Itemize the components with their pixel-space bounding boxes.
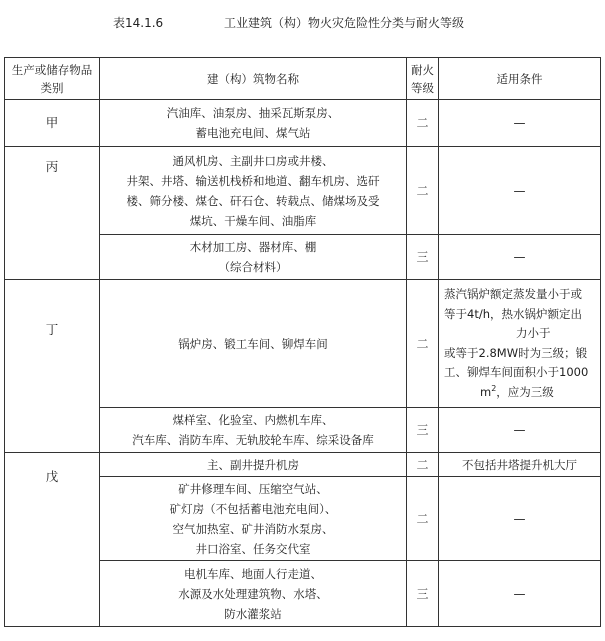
table-number: 表14.1.6 [113,16,164,30]
condition-area-line: $m^2$，应为三级 [480,383,554,399]
condition-cell: — [439,561,601,627]
buildings-cell: 汽油库、油泵房、抽采瓦斯泵房、 蓄电池充电间、煤气站 [100,100,407,147]
table-row [5,280,601,408]
grade-cell: 三 [407,408,439,453]
buildings-cell: 锅炉房、锻工车间、铆焊车间 [100,280,407,408]
condition-cell: — [439,408,601,453]
fire-classification-table [4,57,601,627]
condition-cell: — [439,100,601,147]
category-cell: 甲 [5,100,100,147]
condition-cell: — [439,235,601,280]
buildings-cell: 木材加工房、器材库、棚 （综合材料） [100,235,407,280]
table-row [5,147,601,235]
table-row [5,453,601,477]
buildings-cell: 矿井修理车间、压缩空气站、 矿灯房（不包括蓄电池充电间）、 空气加热室、矿井消防水泵房、 井口浴室、任务交代室 [100,477,407,561]
table-header-row [5,58,601,100]
header-grade: 耐火 等级 [407,58,439,100]
condition-cell: 不包括井塔提升机大厅 [439,453,601,477]
condition-cell: — [439,147,601,235]
buildings-cell: 通风机房、主副井口房或井楼、 井架、井塔、输送机栈桥和地道、翻车机房、选矸 楼、筛分楼、煤仓、矸石仓、转载点、储煤场及受 煤坑、干燥车间、油脂库 [100,147,407,235]
grade-cell: 三 [407,561,439,627]
category-cell: 丙 [5,147,100,280]
grade-cell: 三 [407,235,439,280]
condition-cell: — [439,477,601,561]
buildings-cell: 主、副井提升机房 [100,453,407,477]
grade-cell: 二 [407,147,439,235]
category-cell: 丁 [5,280,100,453]
buildings-cell: 煤样室、化验室、内燃机车库、 汽车库、消防车库、无轨胶轮车库、综采设备库 [100,408,407,453]
table-title: 工业建筑（构）物火灾危险性分类与耐火等级 [224,16,465,30]
header-category: 生产或储存物品 类别 [5,58,100,100]
buildings-cell: 电机车库、地面人行走道、 水源及水处理建筑物、水塔、 防水灌浆站 [100,561,407,627]
header-buildings: 建（构）筑物名称 [100,58,407,100]
category-cell: 戊 [5,453,100,627]
grade-cell: 二 [407,100,439,147]
grade-cell: 二 [407,477,439,561]
table-row [5,100,601,147]
condition-cell: 蒸汽锅炉额定蒸发量小于或 等于4t/h，热水锅炉额定出 力小于 或等于2.8MW时为三级；锻 工、铆焊车间面积小于1000 $m^2$，应为三级 [439,280,601,408]
header-condition: 适用条件 [439,58,601,100]
grade-cell: 二 [407,453,439,477]
grade-cell: 二 [407,280,439,408]
